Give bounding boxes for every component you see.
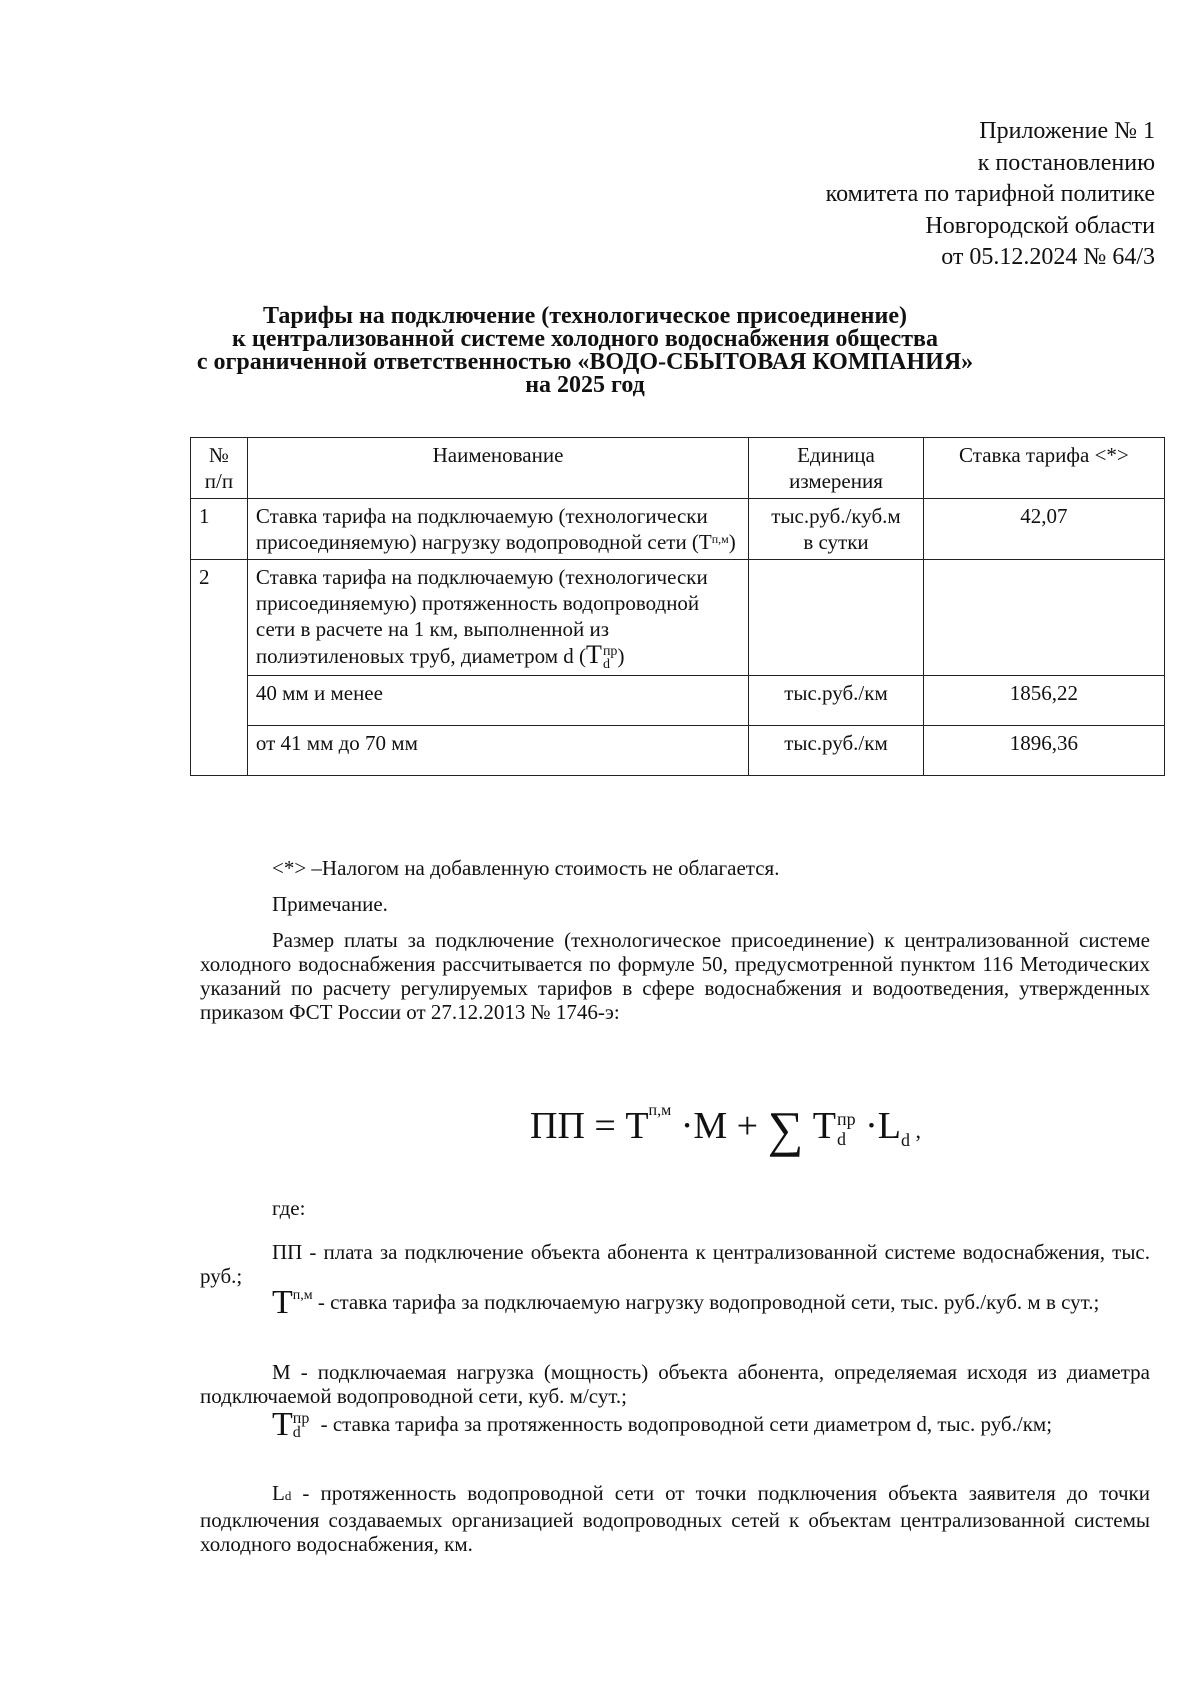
definition-ld bbox=[200, 1481, 1150, 1556]
definition-tpr-text: - ставка тарифа за протяженность водопроводной сети диаметром d, тыс. руб./км; bbox=[315, 1412, 1053, 1436]
row-unit: тыс.руб./км bbox=[749, 726, 924, 776]
appendix-line: Приложение № 1 bbox=[979, 118, 1155, 144]
title-line: Тарифы на подключение (технологическое присоединение) bbox=[263, 303, 907, 329]
title-line: к централизованной системе холодного водоснабжения общества bbox=[232, 326, 938, 352]
header-num-top: № bbox=[208, 443, 229, 467]
table-header-row bbox=[191, 438, 1165, 499]
header-name: Наименование bbox=[247, 438, 748, 499]
definition-tpm-text: - ставка тарифа за подключаемую нагрузку водопроводной сети, тыс. руб./куб. м в сут.; bbox=[312, 1290, 1100, 1314]
table-row bbox=[191, 676, 1165, 726]
definition-ld-sub: d bbox=[284, 1488, 292, 1503]
row-name-text: Ставка тарифа на подключаемую (технологически присоединяемую) протяженность водопроводной сети в расчете на 1 км, выполненной из полиэтиленовых труб, диаметром d ( bbox=[255, 565, 708, 668]
appendix-line: Новгородской области bbox=[925, 212, 1155, 239]
definition-tpr bbox=[200, 1406, 1150, 1443]
payment-formula bbox=[530, 1100, 921, 1158]
row-rate: 1896,36 bbox=[923, 726, 1164, 776]
header-num bbox=[191, 438, 248, 499]
appendix-header bbox=[826, 116, 1155, 274]
row-name-end: ) bbox=[728, 530, 736, 554]
header-num-bottom: п/п bbox=[204, 469, 234, 493]
formula-lhs: ПП bbox=[530, 1105, 585, 1147]
row-unit-top: тыс.руб./куб.м bbox=[771, 504, 901, 528]
definition-pp: ПП - плата за подключение объекта абонента к централизованной системе водоснабжения, тыс. руб.; bbox=[200, 1240, 1150, 1288]
row-name-sub: d bbox=[602, 657, 610, 673]
formula-end: , bbox=[910, 1118, 921, 1143]
formula-t2-sup: пр bbox=[836, 1109, 856, 1130]
row-num: 2 bbox=[191, 560, 248, 776]
row-unit: тыс.руб./км bbox=[749, 676, 924, 726]
document-title bbox=[120, 305, 1050, 397]
header-unit-top: Единица bbox=[797, 443, 875, 467]
row-name bbox=[247, 499, 748, 560]
row-name-end: ) bbox=[617, 644, 625, 668]
row-name bbox=[247, 560, 748, 676]
formula-t2-sub: d bbox=[836, 1129, 846, 1150]
definition-tpm-sup: п,м bbox=[292, 1288, 313, 1303]
definition-tpm bbox=[200, 1284, 1150, 1321]
row-name-supsub bbox=[603, 645, 618, 671]
definition-tpm-t: Т bbox=[272, 1284, 293, 1321]
appendix-line: от 05.12.2024 № 64/3 bbox=[941, 244, 1155, 270]
definition-tpr-sup: пр bbox=[292, 1410, 310, 1428]
row-unit bbox=[749, 499, 924, 560]
formula-t-sup: п,м bbox=[648, 1102, 672, 1119]
row-name-t: Т bbox=[586, 640, 602, 669]
definition-tpr-sub: d bbox=[292, 1424, 301, 1442]
row-rate: 42,07 bbox=[923, 499, 1164, 560]
row-name-text: Ставка тарифа на подключаемую (технологически присоединяемую) нагрузку водопроводной сети (Т bbox=[255, 504, 712, 554]
row-name-sup: п,м bbox=[711, 532, 729, 546]
row-unit-bottom: в сутки bbox=[803, 530, 869, 554]
row-rate: 1856,22 bbox=[923, 676, 1164, 726]
row-name: 40 мм и менее bbox=[247, 676, 748, 726]
table-row bbox=[191, 560, 1165, 676]
sum-icon: ∑ bbox=[767, 1101, 804, 1157]
definition-ld-l: L bbox=[272, 1481, 285, 1505]
definition-tpr-stack bbox=[293, 1412, 310, 1440]
note-paragraph: Размер платы за подключение (технологическое присоединение) к централизованной системе холодного водоснабжения рассчитывается по формуле 50, предусмотренной пунктом 116 Методических указаний по расчету регулируемых тарифов в сфере водоснабжения и водоотведения, утвержденных приказом ФСТ России от 27.12.2013 № 1746-э: bbox=[200, 928, 1150, 1024]
appendix-line: комитета по тарифной политике bbox=[825, 181, 1155, 207]
title-line: с ограниченной ответственностью «ВОДО-СБЫТОВАЯ КОМПАНИЯ» bbox=[196, 349, 974, 375]
title-line: на 2025 год bbox=[525, 372, 645, 398]
where-label: где: bbox=[272, 1196, 306, 1220]
table-row bbox=[191, 726, 1165, 776]
formula-t2-stack bbox=[837, 1109, 856, 1149]
header-rate: Ставка тарифа <*> bbox=[923, 438, 1164, 499]
header-unit bbox=[749, 438, 924, 499]
row-rate-empty bbox=[923, 560, 1164, 676]
tariff-table bbox=[190, 437, 1165, 776]
row-num: 1 bbox=[191, 499, 248, 560]
definition-tpr-t: Т bbox=[272, 1406, 293, 1443]
formula-dot-m: ·М + bbox=[671, 1105, 768, 1147]
vat-footnote: <*> –Налогом на добавленную стоимость не облагается. bbox=[272, 856, 780, 880]
formula-t2: Т bbox=[803, 1105, 836, 1147]
note-label: Примечание. bbox=[272, 892, 388, 916]
formula-dot-l: ·L bbox=[855, 1105, 901, 1147]
table-row bbox=[191, 499, 1165, 560]
row-name-sup: пр bbox=[602, 644, 618, 660]
formula-t: Т bbox=[625, 1105, 649, 1147]
row-unit-empty bbox=[749, 560, 924, 676]
appendix-line: к постановлению bbox=[977, 149, 1155, 176]
definition-ld-text: - протяженность водопроводной сети от точки подключения объекта заявителя до точки подключения создаваемых организацией водопроводных сетей к объектам централизованной системы холодного водоснабжения, км. bbox=[200, 1481, 1150, 1556]
definition-m: М - подключаемая нагрузка (мощность) объекта абонента, определяемая исходя из диаметра подключаемой водопроводной сети, куб. м/сут.; bbox=[200, 1360, 1150, 1408]
row-name: от 41 мм до 70 мм bbox=[247, 726, 748, 776]
formula-l-sub: d bbox=[901, 1130, 910, 1150]
formula-eq: = bbox=[584, 1105, 626, 1147]
header-unit-bottom: измерения bbox=[789, 469, 883, 493]
